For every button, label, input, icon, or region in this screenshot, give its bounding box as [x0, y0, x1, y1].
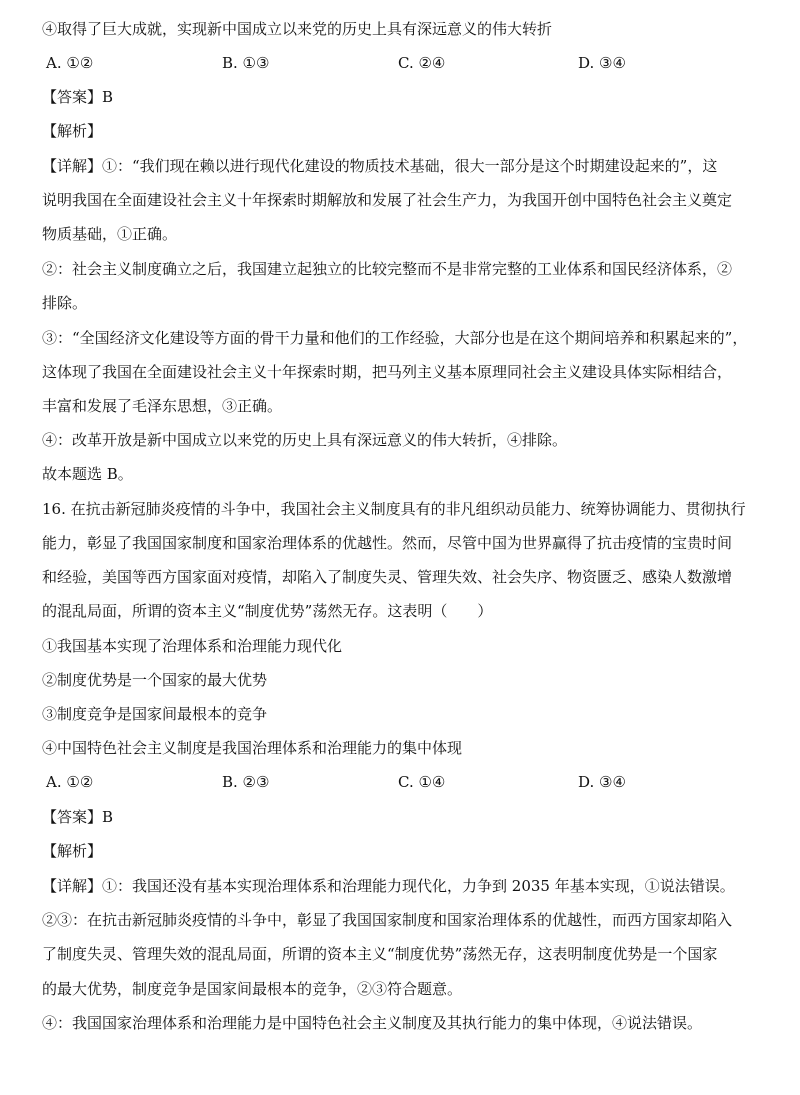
- q15-option-d: D. ③④: [578, 54, 626, 72]
- q16-detail-line: ②③：在抗击新冠肺炎疫情的斗争中，彰显了我国国家制度和国家治理体系的优越性，而西方国家却陷入: [42, 911, 733, 929]
- q15-option-a: A. ①②: [46, 54, 94, 72]
- q15-answer: 【答案】B: [42, 88, 114, 106]
- q15-detail-line: 丰富和发展了毛泽东思想，③正确。: [42, 397, 283, 415]
- q16-stem-line: 16. 在抗击新冠肺炎疫情的斗争中，我国社会主义制度具有的非凡组织动员能力、统筹协调能力、贯彻执行: [42, 500, 746, 518]
- q16-stem-line: 能力，彰显了我国国家制度和国家治理体系的优越性。然而，尽管中国为世界赢得了抗击疫情的宝贵时间: [42, 534, 733, 552]
- q16-stem-line: 和经验，美国等西方国家面对疫情，却陷入了制度失灵、管理失效、社会失序、物资匮乏、感染人数激增: [42, 568, 733, 586]
- q16-item-4: ④中国特色社会主义制度是我国治理体系和治理能力的集中体现: [42, 739, 463, 757]
- q16-item-1: ①我国基本实现了治理体系和治理能力现代化: [42, 637, 343, 655]
- q15-options: [42, 52, 772, 74]
- q15-conclusion: 故本题选 B。: [42, 465, 133, 483]
- q16-stem-line: 的混乱局面，所谓的资本主义“制度优势”荡然无存。这表明（ ）: [42, 602, 493, 620]
- q16-detail-line: 了制度失灵、管理失效的混乱局面，所谓的资本主义“制度优势”荡然无存，这表明制度优势是一个国家: [42, 945, 718, 963]
- q15-detail-line: ②：社会主义制度确立之后，我国建立起独立的比较完整而不是非常完整的工业体系和国民经济体系，②: [42, 260, 733, 278]
- q15-detail-line: ③：“全国经济文化建设等方面的骨干力量和他们的工作经验，大部分也是在这个期间培养和积累起来的”，: [42, 329, 748, 347]
- q16-option-c: C. ①④: [398, 773, 446, 791]
- q15-analysis-label: 【解析】: [42, 122, 103, 140]
- q16-detail-line: 【详解】①：我国还没有基本实现治理体系和治理能力现代化，力争到 2035 年基本实现，①说法错误。: [42, 877, 735, 895]
- q16-option-d: D. ③④: [578, 773, 626, 791]
- q15-detail-line: 物质基础，①正确。: [42, 225, 178, 243]
- q16-options: [42, 771, 772, 793]
- q16-detail-line: 的最大优势，制度竞争是国家间最根本的竞争，②③符合题意。: [42, 980, 463, 998]
- q16-option-b: B. ②③: [222, 773, 270, 791]
- q15-detail-line: 说明我国在全面建设社会主义十年探索时期解放和发展了社会生产力，为我国开创中国特色社会主义奠定: [42, 191, 733, 209]
- q16-item-3: ③制度竞争是国家间最根本的竞争: [42, 705, 268, 723]
- q16-item-2: ②制度优势是一个国家的最大优势: [42, 671, 268, 689]
- q16-answer: 【答案】B: [42, 808, 114, 826]
- q15-detail-line: 排除。: [42, 294, 88, 312]
- q15-item-4: ④取得了巨大成就，实现新中国成立以来党的历史上具有深远意义的伟大转折: [42, 20, 553, 38]
- q16-analysis-label: 【解析】: [42, 842, 103, 860]
- q15-option-c: C. ②④: [398, 54, 446, 72]
- q16-detail-line: ④：我国国家治理体系和治理能力是中国特色社会主义制度及其执行能力的集中体现，④说法错误。: [42, 1014, 703, 1032]
- q16-option-a: A. ①②: [46, 773, 94, 791]
- q15-detail-line: 【详解】①：“我们现在赖以进行现代化建设的物质技术基础，很大一部分是这个时期建设起来的”，这: [42, 157, 718, 175]
- q15-detail-line: ④：改革开放是新中国成立以来党的历史上具有深远意义的伟大转折，④排除。: [42, 431, 568, 449]
- q15-option-b: B. ①③: [222, 54, 270, 72]
- q15-detail-line: 这体现了我国在全面建设社会主义十年探索时期，把马列主义基本原理同社会主义建设具体实际相结合，: [42, 363, 733, 381]
